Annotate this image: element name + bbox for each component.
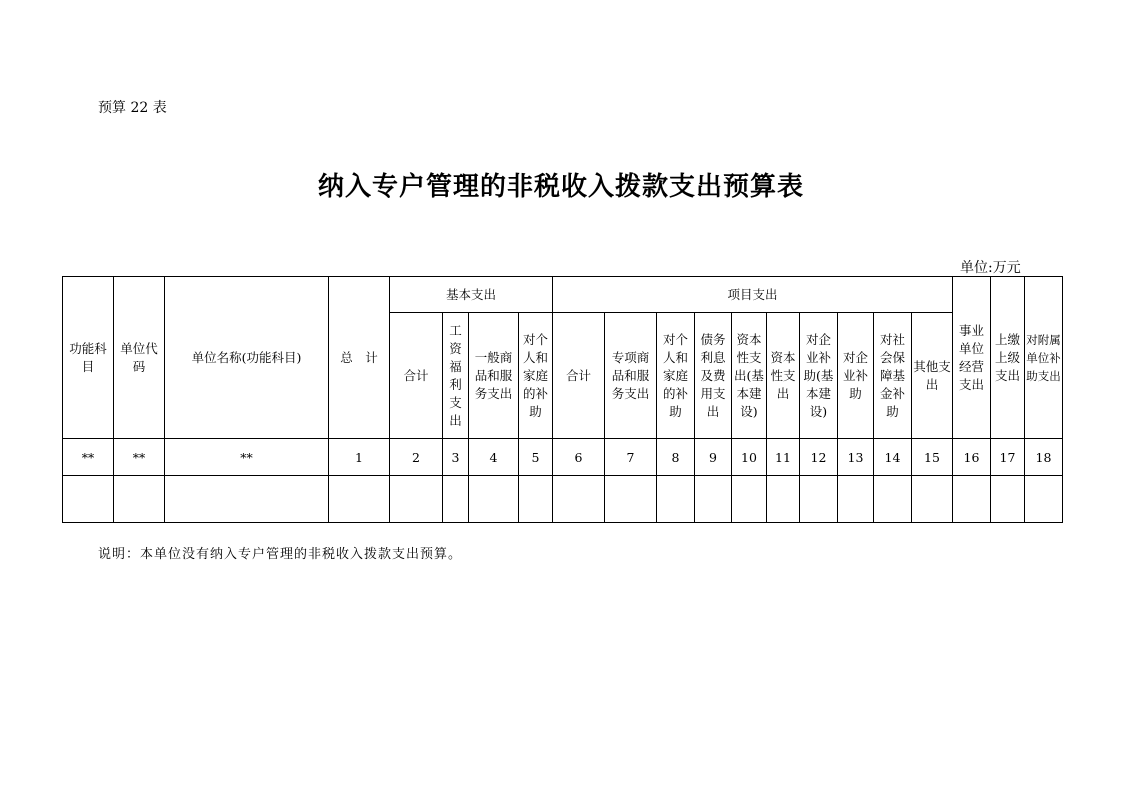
header-wages: 工资福利支出 [443,313,469,439]
empty-cell [114,476,165,523]
header-func-subject: 功能科目 [63,277,114,439]
empty-cell [469,476,519,523]
header-debt-interest: 债务利息及费用支出 [695,313,732,439]
empty-cell [553,476,605,523]
index-cell: 3 [443,439,469,476]
empty-cell [605,476,657,523]
header-enterprise: 对企业补助 [838,313,874,439]
header-social-security: 对社会保障基金补助 [874,313,912,439]
header-other: 其他支出 [912,313,953,439]
index-cell: 13 [838,439,874,476]
header-project-group: 项目支出 [553,277,953,313]
header-personal-family: 对个人和家庭的补助 [519,313,553,439]
header-upper-level: 上缴上级支出 [991,277,1025,439]
footnote: 说明：本单位没有纳入专户管理的非税收入拨款支出预算。 [98,547,463,562]
empty-cell [912,476,953,523]
unit-label: 单位:万元 [960,260,1021,276]
document-tag: 预算 22 表 [98,100,167,116]
empty-cell [991,476,1025,523]
header-project-personal: 对个人和家庭的补助 [657,313,695,439]
index-cell: 9 [695,439,732,476]
index-cell: ** [63,439,114,476]
index-cell: 11 [767,439,800,476]
empty-cell [63,476,114,523]
index-cell: 12 [800,439,838,476]
index-cell: 18 [1025,439,1063,476]
index-cell: 1 [329,439,390,476]
empty-cell [953,476,991,523]
header-capital: 资本性支出 [767,313,800,439]
index-cell: ** [114,439,165,476]
header-unit-code: 单位代码 [114,277,165,439]
empty-cell [800,476,838,523]
header-basic-sum: 合计 [390,313,443,439]
header-capital-basic: 资本性支出(基本建设) [732,313,767,439]
index-cell: 8 [657,439,695,476]
header-total: 总 计 [329,277,390,439]
empty-cell [443,476,469,523]
index-cell: 4 [469,439,519,476]
empty-cell [519,476,553,523]
empty-cell [874,476,912,523]
index-cell: 15 [912,439,953,476]
header-goods-services: 一般商品和服务支出 [469,313,519,439]
index-cell: ** [165,439,329,476]
empty-cell [390,476,443,523]
index-cell: 2 [390,439,443,476]
header-enterprise-basic: 对企业补助(基本建设) [800,313,838,439]
empty-cell [165,476,329,523]
index-cell: 7 [605,439,657,476]
header-project-sum: 合计 [553,313,605,439]
index-cell: 16 [953,439,991,476]
budget-table [62,276,1063,523]
index-cell: 6 [553,439,605,476]
empty-cell [329,476,390,523]
page-title: 纳入专户管理的非税收入拨款支出预算表 [317,172,804,202]
empty-cell [1025,476,1063,523]
empty-data-row [63,476,1063,523]
header-unit-name: 单位名称(功能科目) [165,277,329,439]
index-cell: 5 [519,439,553,476]
index-cell: 10 [732,439,767,476]
header-affiliated: 对附属单位补助支出 [1025,277,1063,439]
header-special-goods: 专项商品和服务支出 [605,313,657,439]
empty-cell [657,476,695,523]
empty-cell [838,476,874,523]
index-cell: 14 [874,439,912,476]
header-basic-group: 基本支出 [390,277,553,313]
empty-cell [732,476,767,523]
header-institution-ops: 事业单位经营支出 [953,277,991,439]
empty-cell [767,476,800,523]
empty-cell [695,476,732,523]
index-cell: 17 [991,439,1025,476]
